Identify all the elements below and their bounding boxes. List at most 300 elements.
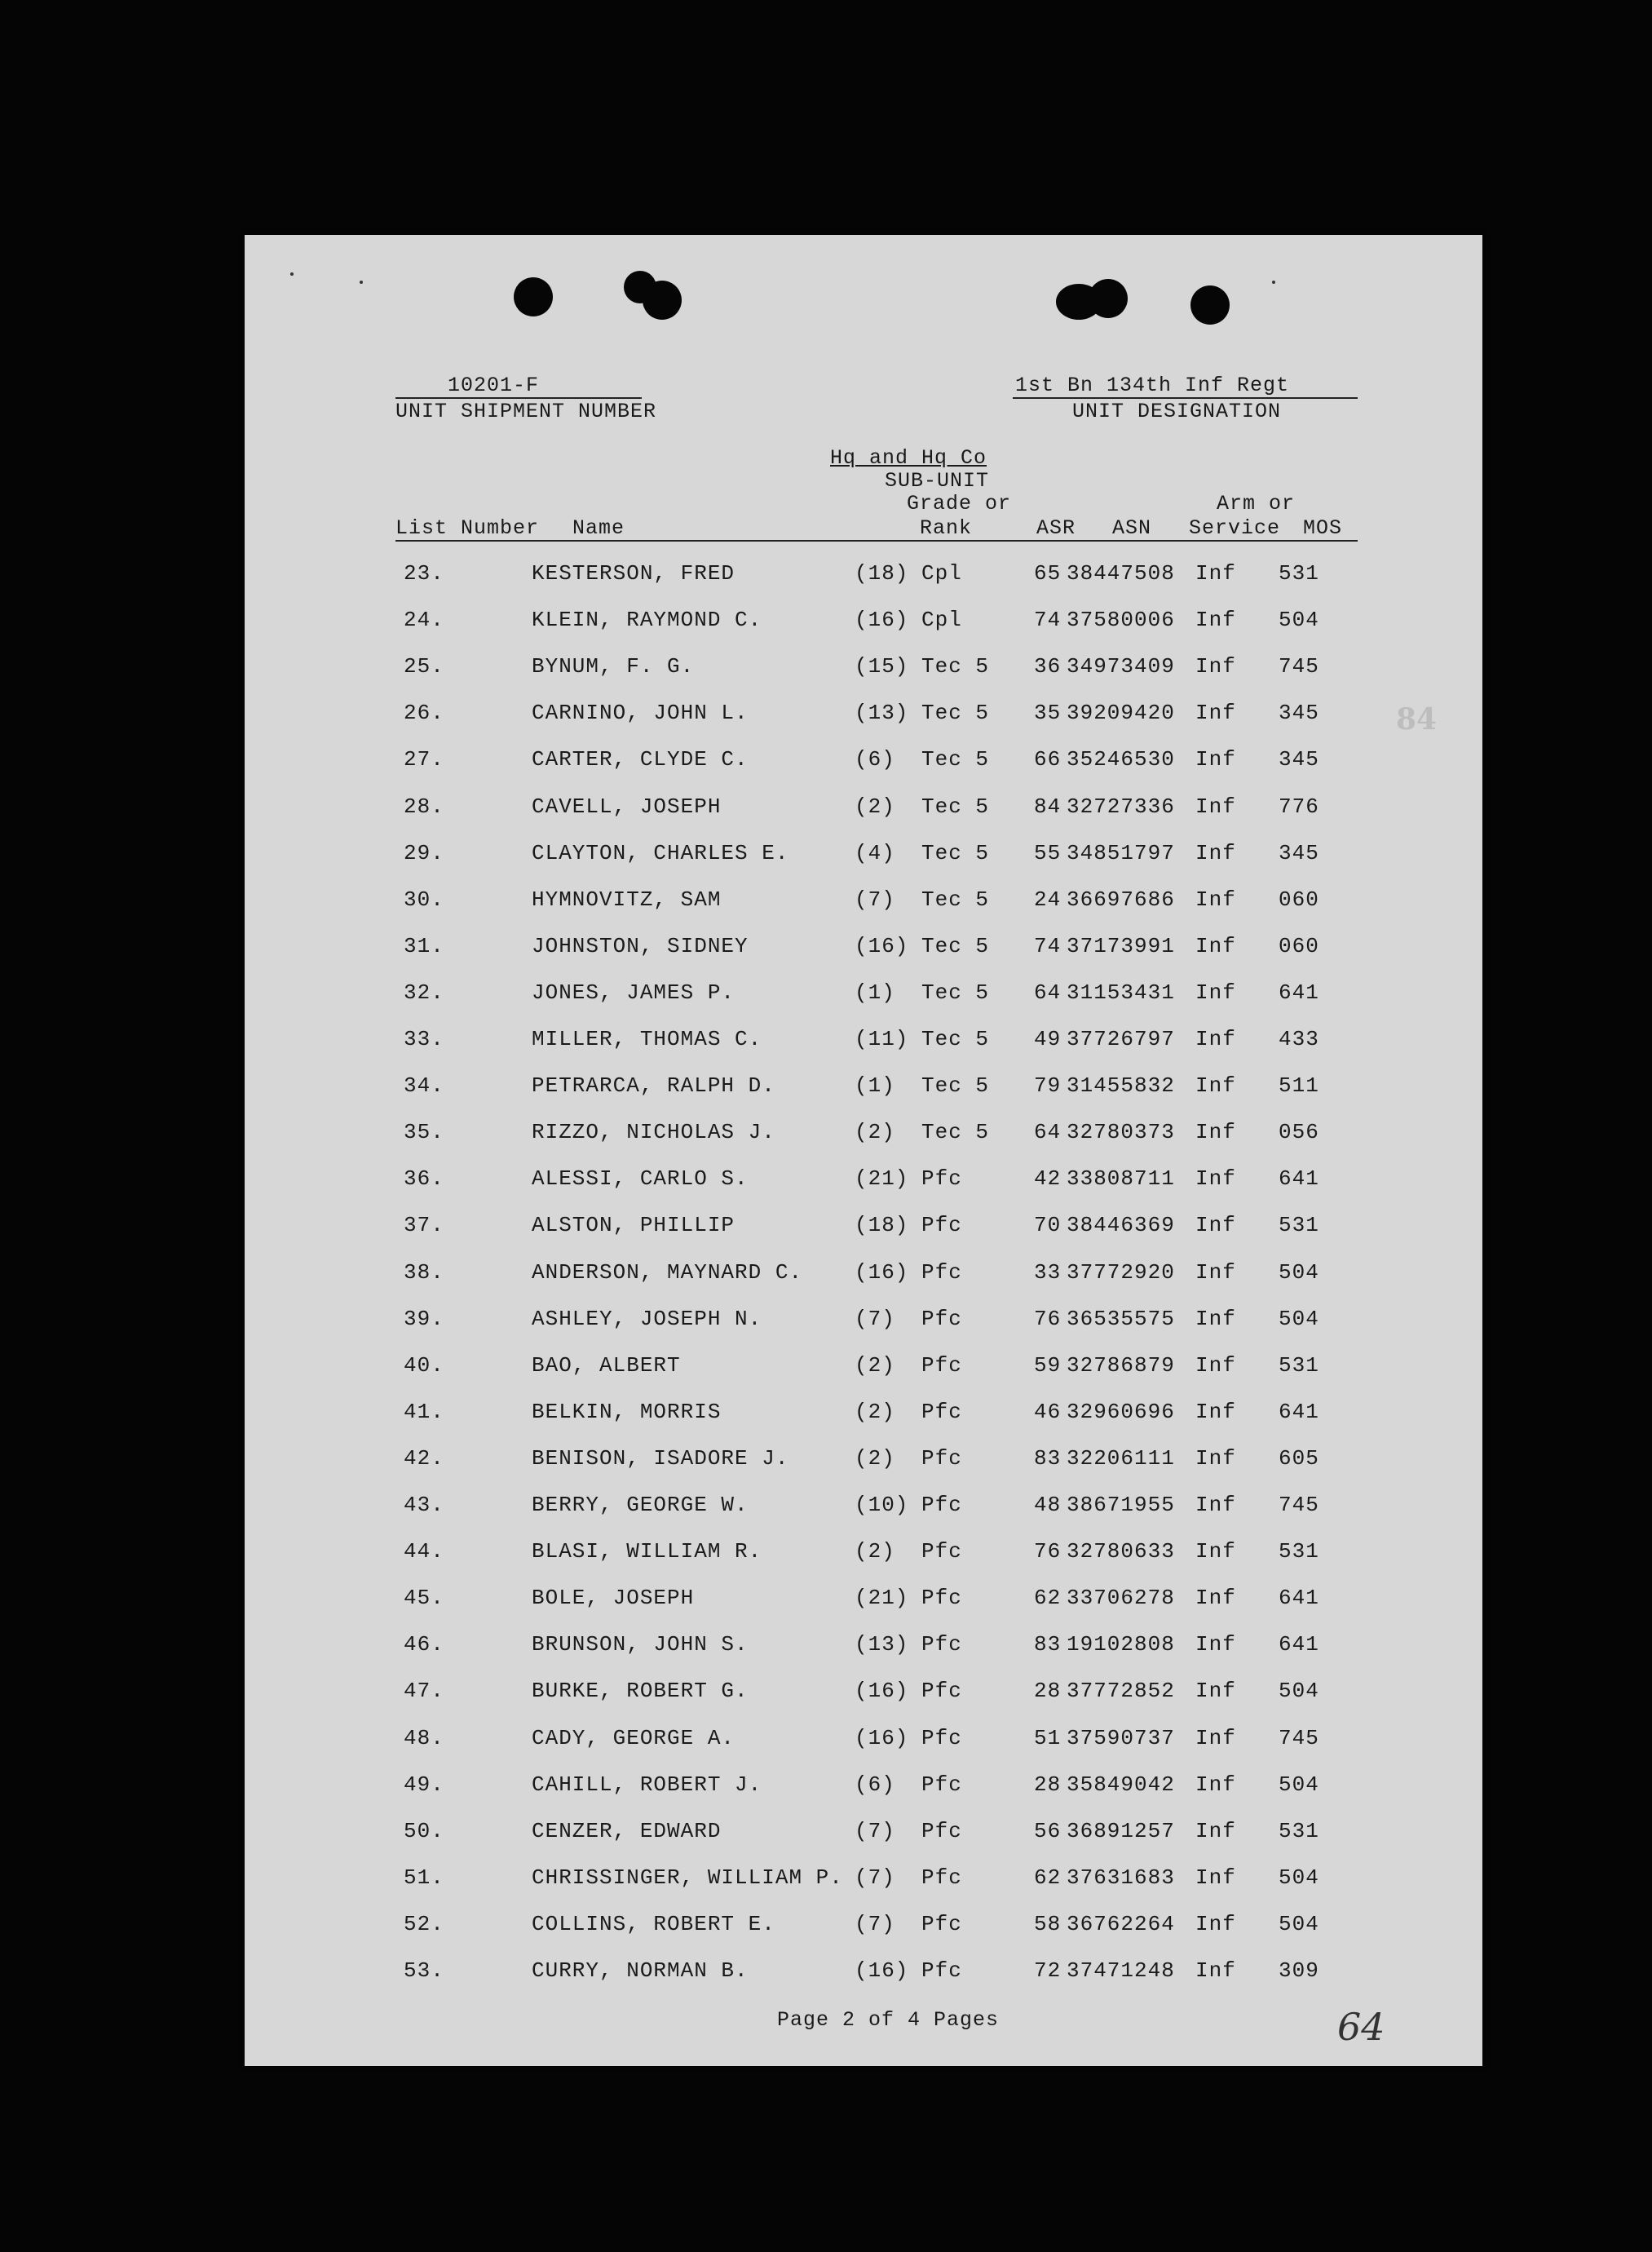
mos: 504 (1279, 1306, 1319, 1331)
rank: Tec 5 (921, 933, 990, 958)
asr: 74 (1034, 933, 1062, 958)
table-row (245, 1912, 1482, 1945)
mos: 504 (1279, 1911, 1319, 1936)
rank: Tec 5 (921, 747, 990, 772)
col-list-number: List Number (395, 516, 540, 540)
mos: 060 (1279, 933, 1319, 958)
asn: 38446369 (1067, 1213, 1175, 1238)
grade-code: (16) (855, 1259, 909, 1285)
asn: 37631683 (1067, 1865, 1175, 1890)
mos: 605 (1279, 1445, 1319, 1471)
asn: 37471248 (1067, 1958, 1175, 1983)
list-number: 50. (404, 1818, 444, 1843)
table-row (245, 794, 1482, 827)
person-name: KESTERSON, FRED (532, 561, 735, 586)
mos: 056 (1279, 1120, 1319, 1145)
rank: Pfc (921, 1632, 962, 1657)
grade-code: (4) (855, 840, 895, 865)
table-row (245, 1446, 1482, 1479)
rank: Pfc (921, 1213, 962, 1238)
arm-service: Inf (1195, 1259, 1236, 1285)
table-row (245, 701, 1482, 733)
list-number: 35. (404, 1120, 444, 1145)
asr: 64 (1034, 980, 1062, 1005)
list-number: 40. (404, 1352, 444, 1378)
list-number: 51. (404, 1865, 444, 1890)
asr: 35 (1034, 701, 1062, 726)
grade-code: (7) (855, 1865, 895, 1890)
grade-code: (1) (855, 980, 895, 1005)
grade-code: (16) (855, 1679, 909, 1704)
asn: 33706278 (1067, 1586, 1175, 1611)
asn: 35849042 (1067, 1772, 1175, 1797)
arm-service: Inf (1195, 701, 1236, 726)
arm-service: Inf (1195, 840, 1236, 865)
table-row (245, 934, 1482, 967)
rank: Tec 5 (921, 654, 990, 679)
arm-service: Inf (1195, 1958, 1236, 1983)
rank: Pfc (921, 1725, 962, 1750)
list-number: 46. (404, 1632, 444, 1657)
unit-designation-rule (1013, 397, 1358, 399)
mos: 345 (1279, 701, 1319, 726)
table-row (245, 1679, 1482, 1711)
grade-code: (7) (855, 887, 895, 912)
arm-service: Inf (1195, 1772, 1236, 1797)
person-name: ALSTON, PHILLIP (532, 1213, 735, 1238)
asr: 42 (1034, 1166, 1062, 1192)
asr: 74 (1034, 608, 1062, 633)
arm-service: Inf (1195, 561, 1236, 586)
mos: 345 (1279, 840, 1319, 865)
table-row (245, 1260, 1482, 1293)
mos: 641 (1279, 1399, 1319, 1424)
asr: 66 (1034, 747, 1062, 772)
rank: Tec 5 (921, 887, 990, 912)
arm-service: Inf (1195, 1166, 1236, 1192)
arm-service: Inf (1195, 1306, 1236, 1331)
grade-code: (21) (855, 1586, 909, 1611)
table-row (245, 1073, 1482, 1106)
table-row (245, 1400, 1482, 1432)
table-row (245, 1166, 1482, 1199)
list-number: 27. (404, 747, 444, 772)
asr: 76 (1034, 1539, 1062, 1564)
grade-code: (13) (855, 1632, 909, 1657)
asr: 84 (1034, 794, 1062, 819)
speck (290, 272, 294, 276)
list-number: 45. (404, 1586, 444, 1611)
asn: 39209420 (1067, 701, 1175, 726)
person-name: CURRY, NORMAN B. (532, 1958, 749, 1983)
person-name: KLEIN, RAYMOND C. (532, 608, 762, 633)
grade-code: (10) (855, 1493, 909, 1517)
rank: Pfc (921, 1445, 962, 1471)
shipment-number-rule (395, 397, 642, 399)
table-row (245, 1632, 1482, 1665)
mos: 641 (1279, 1632, 1319, 1657)
rank: Tec 5 (921, 1073, 990, 1099)
mos: 776 (1279, 794, 1319, 819)
list-number: 36. (404, 1166, 444, 1192)
person-name: ALESSI, CARLO S. (532, 1166, 749, 1192)
mos: 641 (1279, 1586, 1319, 1611)
mos: 641 (1279, 1166, 1319, 1192)
asr: 64 (1034, 1120, 1062, 1145)
rank: Tec 5 (921, 1120, 990, 1145)
list-number: 43. (404, 1493, 444, 1517)
list-number: 44. (404, 1539, 444, 1564)
rank: Tec 5 (921, 794, 990, 819)
grade-code: (16) (855, 608, 909, 633)
asr: 76 (1034, 1306, 1062, 1331)
asr: 65 (1034, 561, 1062, 586)
table-row (245, 747, 1482, 780)
mos: 641 (1279, 980, 1319, 1005)
list-number: 34. (404, 1073, 444, 1099)
arm-service: Inf (1195, 1539, 1236, 1564)
stamp-number: 84 (1396, 702, 1438, 737)
rank: Pfc (921, 1586, 962, 1611)
person-name: BYNUM, F. G. (532, 654, 695, 679)
person-name: CARTER, CLYDE C. (532, 747, 749, 772)
mos: 531 (1279, 1539, 1319, 1564)
person-name: CHRISSINGER, WILLIAM P. (532, 1865, 843, 1890)
grade-code: (11) (855, 1027, 909, 1051)
arm-service: Inf (1195, 1679, 1236, 1704)
asr: 62 (1034, 1586, 1062, 1611)
asr: 48 (1034, 1493, 1062, 1517)
asn: 19102808 (1067, 1632, 1175, 1657)
punch-hole (1190, 285, 1230, 325)
table-row (245, 1958, 1482, 1991)
mos: 060 (1279, 887, 1319, 912)
asn: 32780373 (1067, 1120, 1175, 1145)
grade-code: (2) (855, 1352, 895, 1378)
grade-code: (2) (855, 794, 895, 819)
person-name: JOHNSTON, SIDNEY (532, 933, 749, 958)
grade-code: (2) (855, 1399, 895, 1424)
table-row (245, 887, 1482, 920)
asn: 37173991 (1067, 933, 1175, 958)
asn: 34973409 (1067, 654, 1175, 679)
person-name: BAO, ALBERT (532, 1352, 681, 1378)
punch-hole (643, 281, 682, 320)
list-number: 30. (404, 887, 444, 912)
asn: 36762264 (1067, 1911, 1175, 1936)
table-row (245, 1726, 1482, 1759)
col-grade-line1: Grade or (907, 492, 1012, 515)
list-number: 48. (404, 1725, 444, 1750)
list-number: 47. (404, 1679, 444, 1704)
arm-service: Inf (1195, 1911, 1236, 1936)
grade-code: (6) (855, 1772, 895, 1797)
rank: Cpl (921, 561, 962, 586)
rank: Pfc (921, 1306, 962, 1331)
list-number: 32. (404, 980, 444, 1005)
speck (1272, 281, 1275, 284)
asr: 58 (1034, 1911, 1062, 1936)
table-row (245, 1772, 1482, 1805)
rank: Pfc (921, 1911, 962, 1936)
person-name: HYMNOVITZ, SAM (532, 887, 722, 912)
rank: Pfc (921, 1493, 962, 1517)
arm-service: Inf (1195, 747, 1236, 772)
person-name: BLASI, WILLIAM R. (532, 1539, 762, 1564)
arm-service: Inf (1195, 1073, 1236, 1099)
col-grade-line2: Rank (920, 516, 973, 540)
mos: 309 (1279, 1958, 1319, 1983)
asn: 32786879 (1067, 1352, 1175, 1378)
mos: 504 (1279, 1865, 1319, 1890)
asr: 79 (1034, 1073, 1062, 1099)
list-number: 37. (404, 1213, 444, 1238)
table-row (245, 1819, 1482, 1852)
asn: 34851797 (1067, 840, 1175, 865)
asn: 36891257 (1067, 1818, 1175, 1843)
table-row (245, 1539, 1482, 1572)
person-name: CLAYTON, CHARLES E. (532, 840, 789, 865)
table-row (245, 1307, 1482, 1339)
asn: 37726797 (1067, 1027, 1175, 1051)
asr: 70 (1034, 1213, 1062, 1238)
grade-code: (21) (855, 1166, 909, 1192)
person-name: JONES, JAMES P. (532, 980, 735, 1005)
table-row (245, 1027, 1482, 1060)
asr: 55 (1034, 840, 1062, 865)
list-number: 39. (404, 1306, 444, 1331)
person-name: BURKE, ROBERT G. (532, 1679, 749, 1704)
asr: 28 (1034, 1679, 1062, 1704)
asr: 33 (1034, 1259, 1062, 1285)
arm-service: Inf (1195, 1725, 1236, 1750)
asn: 32780633 (1067, 1539, 1175, 1564)
arm-service: Inf (1195, 1213, 1236, 1238)
table-row (245, 1353, 1482, 1386)
person-name: CAHILL, ROBERT J. (532, 1772, 762, 1797)
asr: 49 (1034, 1027, 1062, 1051)
rank: Pfc (921, 1259, 962, 1285)
table-row (245, 1493, 1482, 1525)
list-number: 49. (404, 1772, 444, 1797)
document-page (245, 235, 1482, 2066)
asn: 37590737 (1067, 1725, 1175, 1750)
col-asr: ASR (1036, 516, 1076, 540)
grade-code: (2) (855, 1445, 895, 1471)
table-row (245, 1120, 1482, 1153)
table-row (245, 561, 1482, 594)
arm-service: Inf (1195, 1027, 1236, 1051)
person-name: ASHLEY, JOSEPH N. (532, 1306, 762, 1331)
person-name: BRUNSON, JOHN S. (532, 1632, 749, 1657)
asn: 36535575 (1067, 1306, 1175, 1331)
grade-code: (16) (855, 933, 909, 958)
arm-service: Inf (1195, 1399, 1236, 1424)
rank: Tec 5 (921, 980, 990, 1005)
grade-code: (7) (855, 1911, 895, 1936)
speck (360, 281, 363, 284)
asr: 51 (1034, 1725, 1062, 1750)
asr: 28 (1034, 1772, 1062, 1797)
grade-code: (7) (855, 1306, 895, 1331)
arm-service: Inf (1195, 887, 1236, 912)
grade-code: (18) (855, 1213, 909, 1238)
mos: 511 (1279, 1073, 1319, 1099)
mos: 531 (1279, 1818, 1319, 1843)
list-number: 23. (404, 561, 444, 586)
table-row (245, 608, 1482, 640)
grade-code: (15) (855, 654, 909, 679)
asn: 31153431 (1067, 980, 1175, 1005)
rank: Tec 5 (921, 701, 990, 726)
col-arm-line2: Service (1189, 516, 1281, 540)
rank: Pfc (921, 1679, 962, 1704)
asr: 36 (1034, 654, 1062, 679)
mos: 504 (1279, 608, 1319, 633)
mos: 345 (1279, 747, 1319, 772)
person-name: MILLER, THOMAS C. (532, 1027, 762, 1051)
asn: 33808711 (1067, 1166, 1175, 1192)
mos: 531 (1279, 561, 1319, 586)
person-name: BOLE, JOSEPH (532, 1586, 695, 1611)
person-name: PETRARCA, RALPH D. (532, 1073, 775, 1099)
grade-code: (1) (855, 1073, 895, 1099)
arm-service: Inf (1195, 608, 1236, 633)
person-name: BELKIN, MORRIS (532, 1399, 722, 1424)
person-name: ANDERSON, MAYNARD C. (532, 1259, 803, 1285)
asr: 83 (1034, 1445, 1062, 1471)
grade-code: (18) (855, 561, 909, 586)
asn: 37772920 (1067, 1259, 1175, 1285)
arm-service: Inf (1195, 1352, 1236, 1378)
rank: Pfc (921, 1166, 962, 1192)
list-number: 42. (404, 1445, 444, 1471)
list-number: 33. (404, 1027, 444, 1051)
person-name: BENISON, ISADORE J. (532, 1445, 789, 1471)
mos: 745 (1279, 1493, 1319, 1517)
list-number: 24. (404, 608, 444, 633)
arm-service: Inf (1195, 1632, 1236, 1657)
table-row (245, 654, 1482, 687)
list-number: 28. (404, 794, 444, 819)
person-name: BERRY, GEORGE W. (532, 1493, 749, 1517)
person-name: CADY, GEORGE A. (532, 1725, 735, 1750)
asn: 32960696 (1067, 1399, 1175, 1424)
grade-code: (7) (855, 1818, 895, 1843)
asn: 37772852 (1067, 1679, 1175, 1704)
punch-hole (514, 277, 553, 316)
arm-service: Inf (1195, 1865, 1236, 1890)
arm-service: Inf (1195, 1818, 1236, 1843)
asn: 36697686 (1067, 887, 1175, 912)
asr: 62 (1034, 1865, 1062, 1890)
list-number: 53. (404, 1958, 444, 1983)
unit-designation-label: UNIT DESIGNATION (1072, 400, 1282, 423)
mos: 504 (1279, 1772, 1319, 1797)
table-row (245, 1213, 1482, 1245)
arm-service: Inf (1195, 1586, 1236, 1611)
list-number: 41. (404, 1399, 444, 1424)
col-arm-line1: Arm or (1217, 492, 1296, 515)
list-number: 38. (404, 1259, 444, 1285)
mos: 745 (1279, 1725, 1319, 1750)
list-number: 29. (404, 840, 444, 865)
rank: Pfc (921, 1865, 962, 1890)
asr: 83 (1034, 1632, 1062, 1657)
asr: 46 (1034, 1399, 1062, 1424)
arm-service: Inf (1195, 933, 1236, 958)
asn: 38447508 (1067, 561, 1175, 586)
asn: 37580006 (1067, 608, 1175, 633)
table-row (245, 1586, 1482, 1618)
person-name: CARNINO, JOHN L. (532, 701, 749, 726)
grade-code: (16) (855, 1725, 909, 1750)
arm-service: Inf (1195, 794, 1236, 819)
pencil-number: 64 (1337, 2005, 1385, 2049)
rank: Pfc (921, 1772, 962, 1797)
shipment-number: 10201-F (447, 374, 540, 397)
arm-service: Inf (1195, 1120, 1236, 1145)
grade-code: (6) (855, 747, 895, 772)
asr: 56 (1034, 1818, 1062, 1843)
col-asn: ASN (1112, 516, 1152, 540)
rank: Pfc (921, 1352, 962, 1378)
rank: Pfc (921, 1539, 962, 1564)
asn: 31455832 (1067, 1073, 1175, 1099)
table-row (245, 841, 1482, 874)
list-number: 25. (404, 654, 444, 679)
asr: 72 (1034, 1958, 1062, 1983)
sub-unit: Hq and Hq Co (830, 446, 987, 470)
col-name: Name (572, 516, 625, 540)
list-number: 52. (404, 1911, 444, 1936)
grade-code: (2) (855, 1539, 895, 1564)
person-name: CENZER, EDWARD (532, 1818, 722, 1843)
col-mos: MOS (1303, 516, 1343, 540)
asn: 32206111 (1067, 1445, 1175, 1471)
asn: 38671955 (1067, 1493, 1175, 1517)
grade-code: (2) (855, 1120, 895, 1145)
page-footer: Page 2 of 4 Pages (777, 2008, 1000, 2032)
list-number: 31. (404, 933, 444, 958)
mos: 504 (1279, 1259, 1319, 1285)
rank: Tec 5 (921, 1027, 990, 1051)
rank: Pfc (921, 1399, 962, 1424)
table-row (245, 980, 1482, 1013)
mos: 504 (1279, 1679, 1319, 1704)
mos: 531 (1279, 1213, 1319, 1238)
mos: 531 (1279, 1352, 1319, 1378)
sub-unit-label: SUB-UNIT (885, 469, 990, 493)
person-name: RIZZO, NICHOLAS J. (532, 1120, 775, 1145)
arm-service: Inf (1195, 654, 1236, 679)
rank: Pfc (921, 1818, 962, 1843)
arm-service: Inf (1195, 1493, 1236, 1517)
person-name: CAVELL, JOSEPH (532, 794, 722, 819)
arm-service: Inf (1195, 1445, 1236, 1471)
asr: 24 (1034, 887, 1062, 912)
asr: 59 (1034, 1352, 1062, 1378)
rank: Tec 5 (921, 840, 990, 865)
grade-code: (13) (855, 701, 909, 726)
list-number: 26. (404, 701, 444, 726)
unit-designation: 1st Bn 134th Inf Regt (1015, 374, 1290, 397)
shipment-number-label: UNIT SHIPMENT NUMBER (395, 400, 657, 423)
mos: 745 (1279, 654, 1319, 679)
table-row (245, 1865, 1482, 1898)
punch-hole (1089, 279, 1128, 318)
person-name: COLLINS, ROBERT E. (532, 1911, 775, 1936)
